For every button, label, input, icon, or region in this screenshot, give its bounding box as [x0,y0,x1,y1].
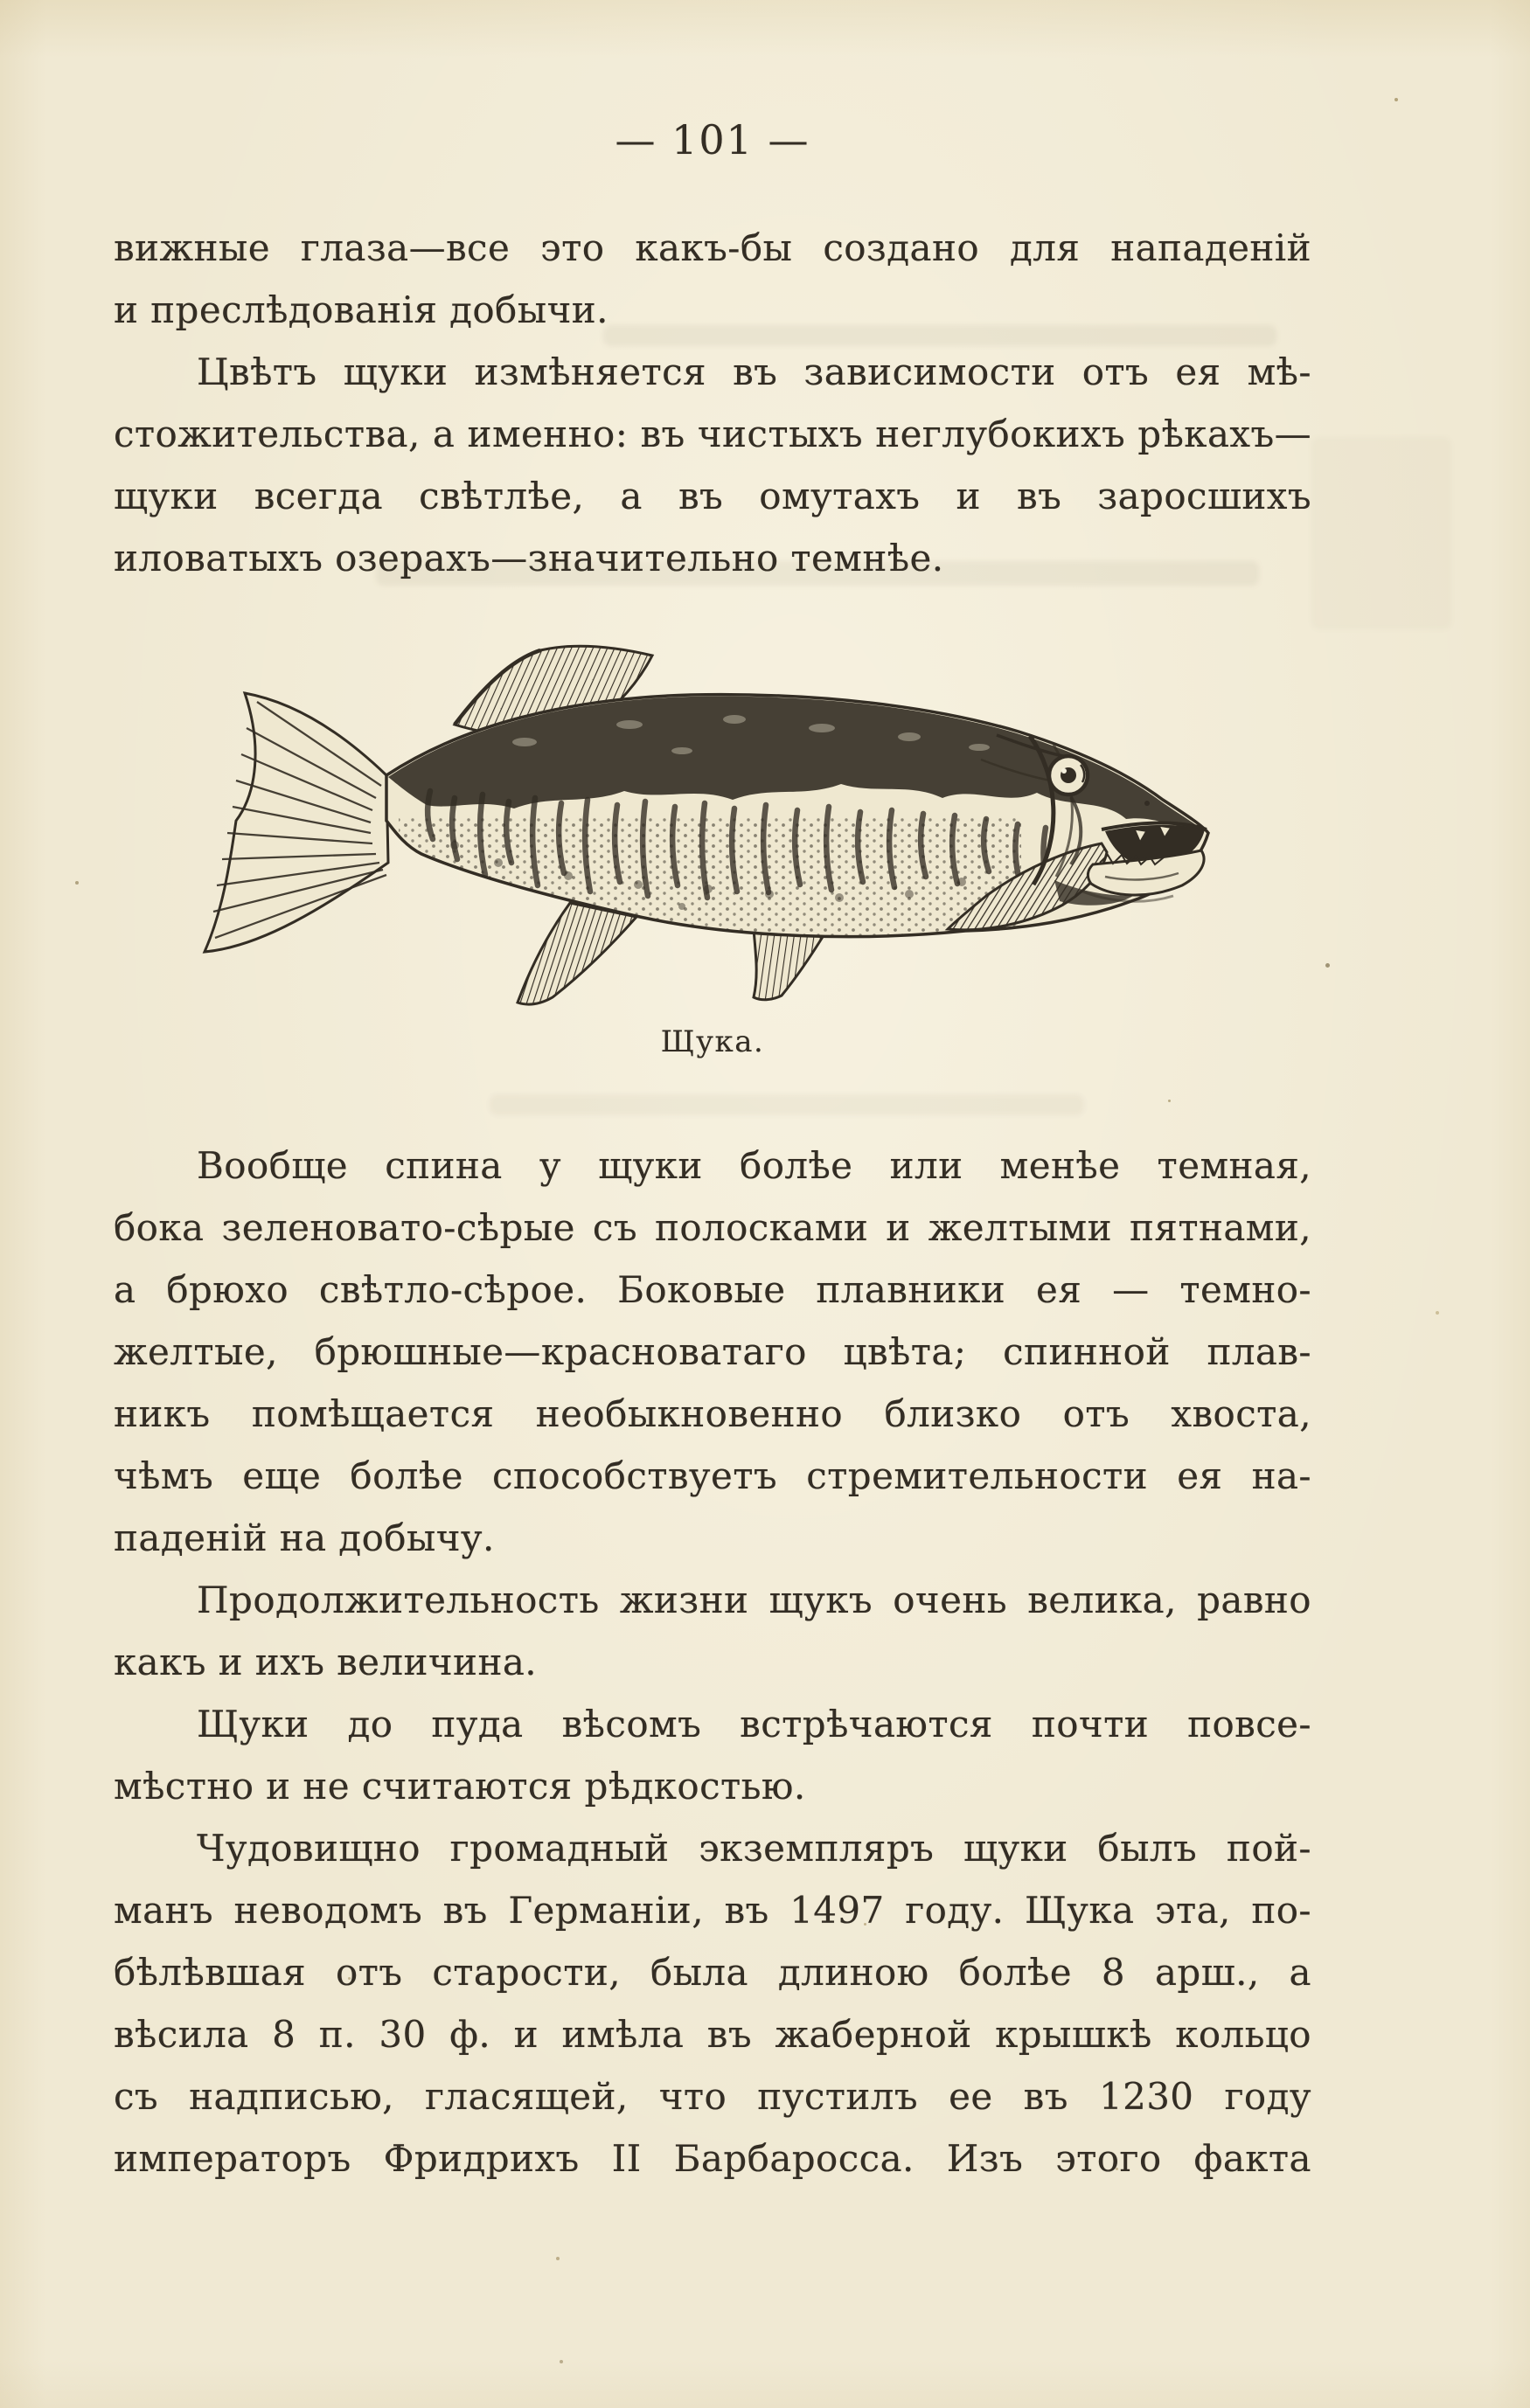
text-line: бѣлѣвшая отъ старости, была длиною болѣе 8 арш., а [114,1951,1311,1994]
tail-fin [205,693,388,952]
bleedthrough-mark [1311,437,1451,629]
text-line: какъ и ихъ величина. [114,1641,538,1683]
text-line: паденій на добычу. [114,1516,495,1559]
figure [192,644,1228,1007]
nostril [1144,801,1150,806]
text-line: Щуки до пуда вѣсомъ встрѣчаются почти повсе- [197,1703,1311,1745]
paper-speck [1168,1100,1171,1102]
text-line: и преслѣдованія добычи. [114,288,609,331]
text-line: а брюхо свѣтло-сѣрое. Боковые плавники ея — темно- [114,1268,1311,1311]
text-line: манъ неводомъ въ Германіи, въ 1497 году. Щука эта, по- [114,1889,1311,1932]
anal-fin [754,929,825,1000]
text-line: вѣсила 8 п. 30 ф. и имѣла въ жаберной крышкѣ кольцо [114,2013,1311,2056]
paper-speck [556,2257,560,2260]
paper-speck [560,2360,563,2363]
text-line: никъ помѣщается необыкновенно близко отъ хвоста, [114,1392,1311,1435]
text-line: чѣмъ еще болѣе способствуетъ стремительности ея на- [114,1454,1311,1497]
pelvic-fin [518,903,636,1004]
text-line: желтые, брюшные—красноватаго цвѣта; спинной плав- [114,1330,1311,1373]
text-line: вижные глаза—все это какъ-бы создано для нападеній [114,226,1311,269]
text-line: Продолжительность жизни щукъ очень велика, равно [197,1579,1311,1621]
paper-speck [75,881,79,885]
text-block-upper [114,217,1311,589]
paper-speck [1394,98,1398,101]
paper-speck [1325,963,1330,968]
text-line: императоръ Фридрихъ II Барбаросса. Изъ этого факта [114,2137,1311,2180]
text-line: Чудовищно громадный экземпляръ щуки былъ пой- [197,1827,1311,1870]
text-line: бока зеленовато-сѣрые съ полосками и желтыми пятнами, [114,1206,1311,1249]
text-line: щуки всегда свѣтлѣе, а въ омутахъ и въ заросшихъ [114,475,1311,517]
text-line: Вообще спина у щуки болѣе или менѣе темная, [197,1144,1311,1187]
page-number: — 101 — [615,116,810,163]
text-line: стожительства, а именно: въ чистыхъ неглубокихъ рѣкахъ— [114,413,1311,455]
text-line: Цвѣтъ щуки измѣняется въ зависимости отъ ея мѣ- [197,350,1311,393]
text-line: съ надписью, гласящей, что пустилъ ее въ 1230 году [114,2075,1311,2118]
pike-eye [1049,756,1088,795]
figure-caption: Щука. [660,1024,765,1059]
text-line: мѣстно и не считаются рѣдкостью. [114,1765,806,1808]
pike-illustration [192,644,1228,1007]
paper-speck [1436,1311,1439,1315]
bleedthrough-mark [490,1094,1084,1115]
text-block-lower [114,1135,1311,2189]
text-line: иловатыхъ озерахъ—значительно темнѣе. [114,537,944,579]
